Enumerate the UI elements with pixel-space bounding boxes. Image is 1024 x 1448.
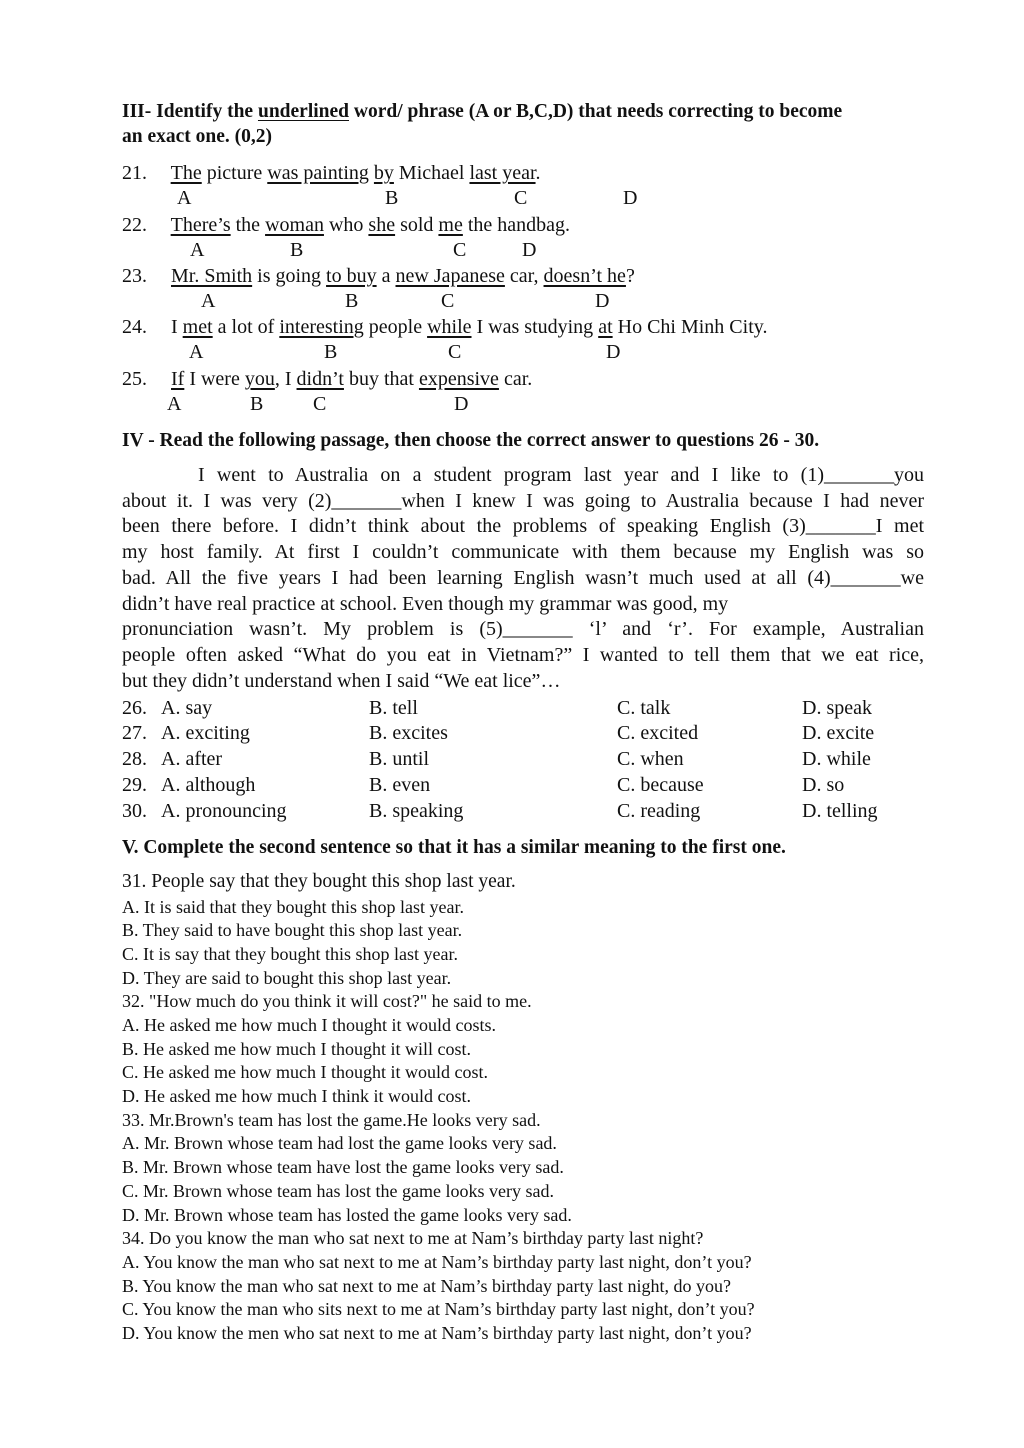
option-b: B. tell (369, 697, 418, 719)
option-d: D. excite (802, 722, 875, 744)
passage-line: been there before. I didn’t think about the problems of speaking English (3)_______I met (122, 515, 924, 538)
passage-line: I went to Australia on a student program last year and I like to (1)_______you (198, 464, 924, 486)
option-a: A. pronouncing (161, 800, 287, 822)
passage-line: bad. All the five years I had been learning English wasn’t much used at all (4)_______we (122, 566, 924, 589)
option-d: D. so (802, 774, 845, 796)
question-23 (122, 264, 635, 288)
text-segment: . (535, 162, 541, 184)
question-31-option-b: B. They said to have bought this shop last year. (122, 920, 463, 940)
letter-c: C (448, 341, 462, 363)
question-number: 22. (122, 214, 147, 236)
text-segment: car, (504, 265, 544, 287)
question-21 (122, 161, 541, 185)
text-segment: Michael (393, 162, 470, 184)
question-33-stem: 33. Mr.Brown's team has lost the game.He looks very sad. (122, 1110, 541, 1130)
question-number: 24. (122, 316, 147, 338)
text-segment: I was studying (471, 316, 599, 338)
underlined-c-by: by (373, 162, 394, 184)
text-segment: the (230, 214, 266, 236)
letter-c: C (453, 239, 467, 261)
underlined-d: expensive (418, 368, 499, 390)
option-c: C. excited (617, 722, 699, 744)
letter-d: D (522, 239, 537, 261)
question-number: 21. (122, 162, 147, 184)
question-33-option-a: A. Mr. Brown whose team had lost the game looks very sad. (122, 1133, 557, 1153)
letter-b: B (250, 393, 264, 415)
text-segment: car. (498, 368, 533, 390)
option-c: C. reading (617, 800, 701, 822)
letter-a: A (167, 393, 182, 415)
section-5-title: V. Complete the second sentence so that it has a similar meaning to the first one. (122, 837, 786, 858)
underlined-b: woman (265, 214, 324, 236)
text-segment: picture (201, 162, 268, 184)
section-3-title-line2: an exact one. (0,2) (122, 126, 273, 147)
letter-d: D (606, 341, 621, 363)
letter-b: B (345, 290, 359, 312)
passage-line: my host family. At first I couldn’t communicate with them because my English was so (122, 541, 924, 564)
section-3-title-post: word/ phrase (A or B,C,D) that needs correcting to become (349, 101, 843, 122)
underlined-b: you (244, 368, 275, 390)
question-number: 25. (122, 368, 147, 390)
letter-d: D (595, 290, 610, 312)
letter-a: A (189, 341, 204, 363)
question-number: 29. (122, 774, 147, 796)
letter-a: A (201, 290, 216, 312)
text-segment: Ho Chi Minh City. (612, 316, 768, 338)
letter-c: C (514, 187, 528, 209)
question-24 (122, 315, 767, 339)
option-d: D. speak (802, 697, 872, 719)
text-segment: ? (625, 265, 635, 287)
underlined-a: The (170, 162, 202, 184)
text-segment: I (166, 316, 183, 338)
letter-a: A (190, 239, 205, 261)
passage-line: about it. I was very (2)_______when I knew I was going to Australia because I had never (122, 489, 924, 512)
option-d: D. telling (802, 800, 878, 822)
underlined-b: was painting (267, 162, 369, 184)
text-segment: who (323, 214, 369, 236)
question-32-option-b: B. He asked me how much I thought it will cost. (122, 1039, 471, 1059)
underlined-b: to buy (326, 265, 377, 287)
underlined-d: me (438, 214, 463, 236)
question-34-option-c: C. You know the man who sits next to me at Nam’s birthday party last night, don’t you? (122, 1299, 755, 1319)
letter-d: D (623, 187, 638, 209)
section-3-title (122, 99, 842, 124)
underlined-c: new Japanese (395, 265, 505, 287)
question-31-option-d: D. They are said to bought this shop last year. (122, 968, 452, 988)
letter-c: C (313, 393, 327, 415)
underlined-c: while (427, 316, 472, 338)
option-a: A. exciting (161, 722, 250, 744)
underlined-d: doesn’t he (543, 265, 626, 287)
letter-a: A (177, 187, 192, 209)
question-number: 23. (122, 265, 147, 287)
text-segment: people (363, 316, 428, 338)
letter-b: B (324, 341, 338, 363)
option-c: C. when (617, 748, 684, 770)
underlined-c: she (368, 214, 396, 236)
option-b: B. excites (369, 722, 448, 744)
letter-b: B (385, 187, 399, 209)
option-c: C. talk (617, 697, 671, 719)
underlined-c: didn’t (296, 368, 344, 390)
question-32-option-d: D. He asked me how much I think it would cost. (122, 1086, 471, 1106)
option-b: B. until (369, 748, 430, 770)
question-33-option-b: B. Mr. Brown whose team have lost the game looks very sad. (122, 1157, 564, 1177)
question-33-option-c: C. Mr. Brown whose team has lost the game looks very sad. (122, 1181, 554, 1201)
letter-d: D (454, 393, 469, 415)
question-32-option-a: A. He asked me how much I thought it would costs. (122, 1015, 496, 1035)
text-segment: a lot of (212, 316, 280, 338)
question-number: 28. (122, 748, 147, 770)
option-b: B. even (369, 774, 431, 796)
underlined-a: If (171, 368, 185, 390)
question-31-option-a: A. It is said that they bought this shop last year. (122, 897, 464, 917)
passage-line: didn’t have real practice at school. Even though my grammar was good, my (122, 592, 729, 615)
option-c: C. because (617, 774, 704, 796)
question-32-stem: 32. "How much do you think it will cost?" he said to me. (122, 991, 532, 1011)
question-number: 26. (122, 697, 147, 719)
passage-line: pronunciation wasn’t. My problem is (5)_______ ‘l’ and ‘r’. For example, Australian (122, 618, 924, 641)
text-segment: is going (252, 265, 327, 287)
section-3-title-pre: III- Identify the (122, 101, 258, 122)
section-3-title-underlined: underlined (257, 101, 349, 122)
option-b: B. speaking (369, 800, 464, 822)
question-34-option-a: A. You know the man who sat next to me at Nam’s birthday party last night, don’t you? (122, 1252, 752, 1272)
text-segment: the handbag. (462, 214, 571, 236)
text-segment: buy that (343, 368, 419, 390)
underlined-a: There’s (170, 214, 231, 236)
text-segment: , I (274, 368, 297, 390)
underlined-b: interesting (279, 316, 364, 338)
text-segment: sold (395, 214, 439, 236)
question-22 (122, 213, 570, 237)
underlined-d: last year (469, 162, 536, 184)
underlined-a: met (182, 316, 213, 338)
option-d: D. while (802, 748, 871, 770)
question-31-stem: 31. People say that they bought this shop last year. (122, 871, 516, 892)
letter-b: B (290, 239, 304, 261)
section-4-title: IV - Read the following passage, then choose the correct answer to questions 26 - 30. (122, 430, 820, 451)
question-32-option-c: C. He asked me how much I thought it would cost. (122, 1062, 488, 1082)
text-segment: a (376, 265, 396, 287)
question-33-option-d: D. Mr. Brown whose team has losted the game looks very sad. (122, 1205, 572, 1225)
option-a: A. after (161, 748, 223, 770)
passage-line: but they didn’t understand when I said “We eat lice”… (122, 669, 561, 692)
letter-c: C (441, 290, 455, 312)
underlined-a: Mr. Smith (171, 265, 253, 287)
question-34-option-d: D. You know the men who sat next to me at Nam’s birthday party last night, don’t you? (122, 1323, 752, 1343)
question-31-option-c: C. It is say that they bought this shop last year. (122, 944, 458, 964)
question-number: 30. (122, 800, 147, 822)
question-25 (122, 367, 532, 391)
question-34-stem: 34. Do you know the man who sat next to me at Nam’s birthday party last night? (122, 1228, 704, 1248)
underlined-d: at (598, 316, 613, 338)
question-34-option-b: B. You know the man who sat next to me at Nam’s birthday party last night, do you? (122, 1276, 731, 1296)
question-number: 27. (122, 722, 147, 744)
text-segment: I were (184, 368, 245, 390)
reading-passage (122, 463, 924, 694)
option-a: A. say (161, 697, 213, 719)
passage-line: people often asked “What do you eat in Vietnam?” I wanted to tell them that we eat rice, (122, 643, 924, 666)
option-a: A. although (161, 774, 256, 796)
